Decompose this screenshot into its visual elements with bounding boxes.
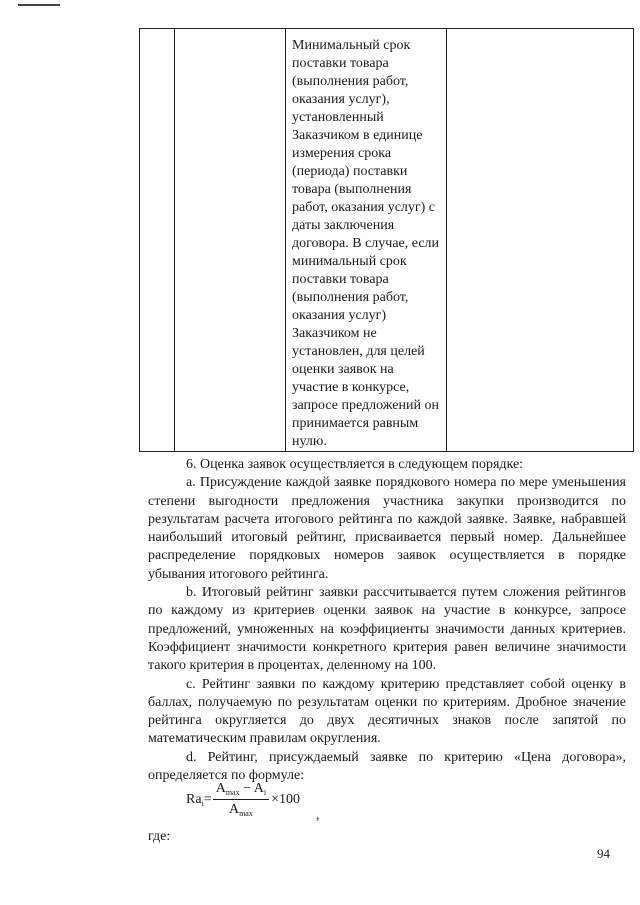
formula-denominator: $A_{max}$	[228, 802, 253, 818]
table-cell-description	[286, 29, 447, 452]
criteria-table	[139, 28, 634, 452]
paragraph-d: d. Рейтинг, присуждаемый заявке по критерию «Цена договора», определяется по формуле:	[148, 749, 626, 784]
table-cell-criterion	[175, 29, 286, 452]
page-number: 94	[597, 846, 610, 861]
where-label: где:	[148, 829, 171, 844]
table-cell-number	[140, 29, 175, 452]
formula-numerator: $A_{max} - A_i$	[213, 781, 269, 800]
table-row	[140, 29, 634, 452]
paragraph-b: b. Итоговый рейтинг заявки рассчитывается путем сложения рейтингов по каждому из критериев оценки заявок на участие в конкурсе, запросе предложений, умноженных на коэффициенты значимости данных критериев. Коэффициент значимости конкретного критерия равен величине значимости такого критерия в процентах, деленному на 100.	[148, 585, 626, 674]
table-cell-value	[447, 29, 634, 452]
formula-trailing-comma: ,	[316, 808, 320, 823]
document-body	[148, 456, 626, 785]
scan-artifact-line	[18, 4, 60, 6]
paragraph-c: c. Рейтинг заявки по каждому критерию представляет собой оценку в баллах, получаемую по результатам оценки по критериям. Дробное значение рейтинга округляется до двух десятичных знаков после запятой по математическим правилам округления.	[148, 676, 626, 747]
paragraph-evaluation-order: 6. Оценка заявок осуществляется в следующем порядке:	[186, 457, 524, 472]
table-cell-text: Минимальный срок поставки товара (выполнения работ, оказания услуг), установленный Заказчиком в единице измерения срока (периода) поставки товара (выполнения работ, оказания услуг) с даты заключения договора. В случае, если минимальный срок поставки товара (выполнения работ, оказания услуг) Заказчиком не установлен, для целей оценки заявок на участие в конкурсе, запросе предложений он принимается равным нулю.	[292, 38, 440, 449]
paragraph-a: a. Присуждение каждой заявке порядкового номера по мере уменьшения степени выгодности предложения участника закупки производится по результатам расчета итогового рейтинга по каждой заявке. Заявке, набравшей наибольший итоговый рейтинг, присваивается первый номер. Дальнейшее распределение порядковых номеров заявок осуществляется в порядке убывания итогового рейтинга.	[148, 475, 626, 582]
formula-lhs: $Ra_i$	[186, 791, 204, 808]
formula-multiplier: ×100	[271, 791, 300, 807]
formula-equals: =	[203, 791, 212, 807]
price-rating-formula	[186, 781, 300, 818]
formula-fraction	[213, 781, 269, 818]
scan-artifact	[0, 0, 60, 14]
